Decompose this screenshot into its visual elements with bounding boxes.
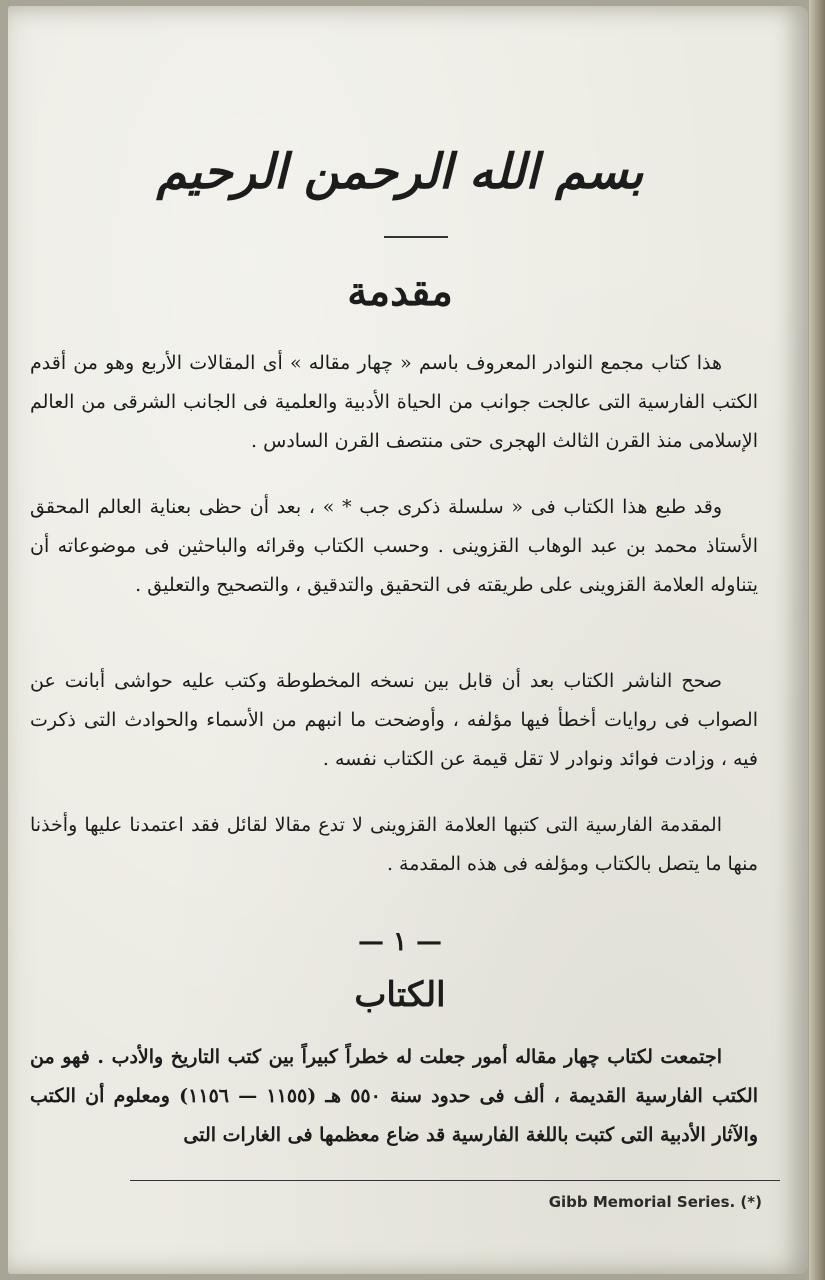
paragraph: صحح الناشر الكتاب بعد أن قابل بين نسخه المخطوطة وكتب عليه حواشى أبانت عن الصواب فى روايات أخطأ فيها مؤلفه ، وأوضحت ما انبهم من الأسماء والحوادث التى ذكرت فيه ، وزادت فوائد ونوادر لا تقل قيمة عن الكتاب نفسه . [30,670,758,770]
heading-divider [384,236,448,238]
section-paragraph: اجتمعت لكتاب چهار مقاله أمور جعلت له خطراً كبيراً بين كتب التاريخ والأدب . فهو من الكتب الفارسية القديمة ، ألف فى حدود سنة ٥٥٠ هـ (١١٥٥ — ١١٥٦) ومعلوم أن الكتب والآثار الأدبية التى كتبت باللغة الفارسية قد ضاع معظمها فى الغارات التى [30,1046,758,1146]
footnote: Gibb Memorial Series. (*) [548,1193,762,1211]
introduction-title: مقدمة [347,268,453,315]
section-title: الكتاب [354,975,446,1015]
section-number: — ١ — [357,927,443,957]
basmala-heading: بسم الله الرحمن الرحيم [156,144,644,200]
page-edge [809,0,825,1280]
paragraph: هذا كتاب مجمع النوادر المعروف باسم « چهار مقاله » أى المقالات الأربع وهو من أقدم الكتب الفارسية التى عالجت جوانب من الحياة الأدبية والعلمية فى الجانب الشرقى من العالم الإسلامى منذ القرن الثالث الهجرى حتى منتصف القرن السادس . [30,352,758,452]
paragraph: وقد طبع هذا الكتاب فى « سلسلة ذكرى جب * » ، بعد أن حظى بعناية العالم المحقق الأستاذ محمد بن عبد الوهاب القزوينى . وحسب الكتاب وقرائه والباحثين فى موضوعاته أن يتناوله العلامة القزوينى على طريقته فى التحقيق والتدقيق ، والتصحيح والتعليق . [30,496,758,596]
footnote-divider [130,1180,780,1181]
paragraph: المقدمة الفارسية التى كتبها العلامة القزوينى لا تدع مقالا لقائل فقد اعتمدنا عليها وأخذنا منها ما يتصل بالكتاب ومؤلفه فى هذه المقدمة . [30,814,758,875]
